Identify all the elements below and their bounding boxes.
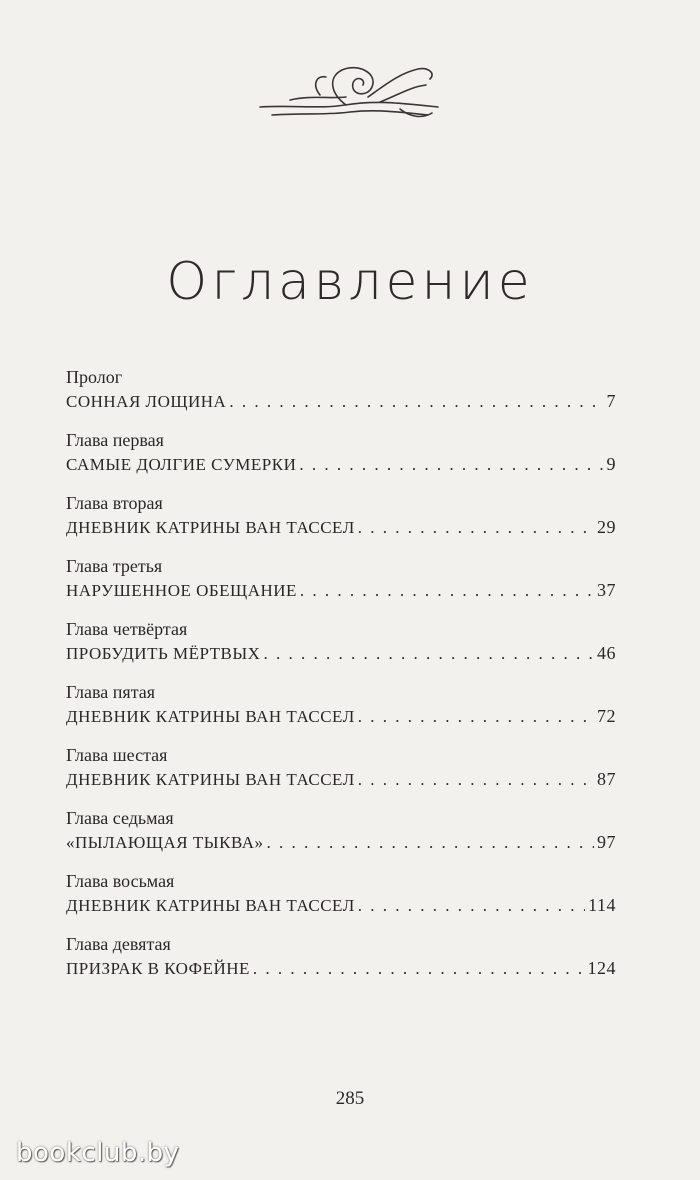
toc-line <box>66 892 616 918</box>
chapter-label: Глава четвёртая <box>66 619 188 639</box>
dot-leader <box>229 389 603 415</box>
chapter-title: ПРИЗРАК В КОФЕЙНЕ <box>66 959 250 978</box>
chapter-label: Глава третья <box>66 556 163 576</box>
toc-entry[interactable] <box>66 870 616 918</box>
page-ref: 29 <box>597 517 616 537</box>
page-ref: 72 <box>597 706 616 726</box>
page-ref: 124 <box>587 958 616 978</box>
toc-line <box>66 955 616 981</box>
toc-entry[interactable] <box>66 429 616 477</box>
chapter-label: Глава вторая <box>66 493 163 513</box>
dot-leader <box>358 893 585 919</box>
page-ref: 7 <box>606 391 616 411</box>
toc-entry[interactable] <box>66 366 616 414</box>
chapter-title: ДНЕВНИК КАТРИНЫ ВАН ТАССЕЛ <box>66 770 355 789</box>
toc-entry[interactable] <box>66 555 616 603</box>
toc-entry[interactable] <box>66 933 616 981</box>
toc-line <box>66 451 616 477</box>
dot-leader <box>263 641 594 667</box>
chapter-title: СОННАЯ ЛОЩИНА <box>66 392 227 411</box>
page-ref: 46 <box>597 643 616 663</box>
watermark: bookclub.by <box>16 1138 180 1168</box>
chapter-label: Глава шестая <box>66 745 168 765</box>
chapter-title: ПРОБУДИТЬ МЁРТВЫХ <box>66 644 261 663</box>
page-ref: 114 <box>588 895 616 915</box>
dot-leader <box>299 452 603 478</box>
chapter-title: ДНЕВНИК КАТРИНЫ ВАН ТАССЕЛ <box>66 896 355 915</box>
chapter-title: ДНЕВНИК КАТРИНЫ ВАН ТАССЕЛ <box>66 707 355 726</box>
dot-leader <box>253 956 585 982</box>
chapter-title: САМЫЕ ДОЛГИЕ СУМЕРКИ <box>66 455 297 474</box>
chapter-label: Глава первая <box>66 430 164 450</box>
toc-line <box>66 703 616 729</box>
toc-entry[interactable] <box>66 681 616 729</box>
toc-line <box>66 640 616 666</box>
page-number: 285 <box>335 1088 365 1109</box>
toc-line <box>66 829 616 855</box>
page-ref: 9 <box>606 454 616 474</box>
toc-entry[interactable] <box>66 618 616 666</box>
chapter-label: Пролог <box>66 367 123 387</box>
chapter-label: Глава восьмая <box>66 871 175 891</box>
page-ref: 87 <box>597 769 616 789</box>
dot-leader <box>358 515 594 541</box>
chapter-title: НАРУШЕННОЕ ОБЕЩАНИЕ <box>66 581 297 600</box>
toc-line <box>66 388 616 414</box>
toc-entry[interactable] <box>66 492 616 540</box>
toc-line <box>66 766 616 792</box>
dot-leader <box>267 830 595 856</box>
chapter-title: ДНЕВНИК КАТРИНЫ ВАН ТАССЕЛ <box>66 518 355 537</box>
chapter-label: Глава пятая <box>66 682 156 702</box>
table-of-contents <box>66 366 616 996</box>
dot-leader <box>358 704 594 730</box>
toc-line <box>66 514 616 540</box>
page-title: Оглавление <box>166 252 534 312</box>
page-ref: 97 <box>597 832 616 852</box>
toc-entry[interactable] <box>66 807 616 855</box>
chapter-label: Глава девятая <box>66 934 171 954</box>
toc-entry[interactable] <box>66 744 616 792</box>
dot-leader <box>358 767 594 793</box>
chapter-title: «ПЫЛАЮЩАЯ ТЫКВА» <box>66 833 264 852</box>
dot-leader <box>300 578 594 604</box>
chapter-label: Глава седьмая <box>66 808 174 828</box>
page-ref: 37 <box>597 580 616 600</box>
toc-line <box>66 577 616 603</box>
flourish-ornament-icon <box>250 55 450 135</box>
